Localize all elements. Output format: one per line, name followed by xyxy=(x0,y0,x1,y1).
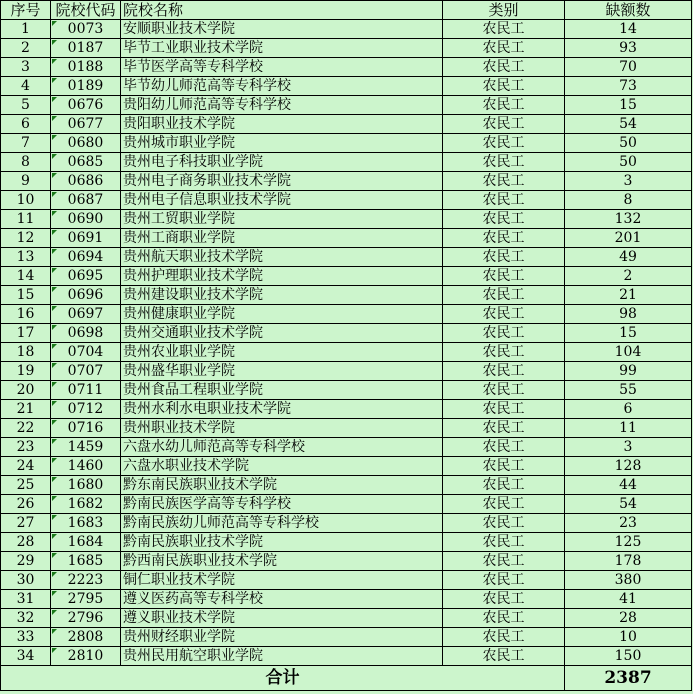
row-vacancies[interactable]: 11 xyxy=(565,419,692,438)
row-vacancies[interactable]: 8 xyxy=(565,191,692,210)
row-type[interactable]: 农民工 xyxy=(443,590,565,609)
row-vacancies[interactable]: 14 xyxy=(565,20,692,39)
row-index[interactable]: 17 xyxy=(1,324,51,343)
row-code[interactable]: 0704 xyxy=(51,343,121,362)
row-name[interactable]: 黔南民族职业技术学院 xyxy=(121,533,443,552)
row-name[interactable]: 贵州电子商务职业技术学院 xyxy=(121,172,443,191)
table-row xyxy=(1,362,692,381)
row-type[interactable]: 农民工 xyxy=(443,343,565,362)
row-vacancies[interactable]: 50 xyxy=(565,153,692,172)
row-code[interactable]: 0695 xyxy=(51,267,121,286)
row-code[interactable]: 1684 xyxy=(51,533,121,552)
row-vacancies[interactable]: 15 xyxy=(565,324,692,343)
header-name[interactable]: 院校名称 xyxy=(121,1,443,20)
table-row xyxy=(1,191,692,210)
row-index[interactable]: 20 xyxy=(1,381,51,400)
table-row xyxy=(1,533,692,552)
row-name[interactable]: 贵州护理职业技术学院 xyxy=(121,267,443,286)
row-type[interactable]: 农民工 xyxy=(443,153,565,172)
row-index[interactable]: 5 xyxy=(1,96,51,115)
row-type[interactable]: 农民工 xyxy=(443,609,565,628)
row-vacancies[interactable]: 125 xyxy=(565,533,692,552)
row-code[interactable]: 0677 xyxy=(51,115,121,134)
row-vacancies[interactable]: 73 xyxy=(565,77,692,96)
row-type[interactable]: 农民工 xyxy=(443,457,565,476)
row-type[interactable]: 农民工 xyxy=(443,210,565,229)
row-name[interactable]: 六盘水幼儿师范高等专科学校 xyxy=(121,438,443,457)
row-vacancies[interactable]: 201 xyxy=(565,229,692,248)
table-row xyxy=(1,96,692,115)
row-code[interactable]: 0676 xyxy=(51,96,121,115)
row-code[interactable]: 1685 xyxy=(51,552,121,571)
row-vacancies[interactable]: 70 xyxy=(565,58,692,77)
table-row xyxy=(1,381,692,400)
row-vacancies[interactable]: 44 xyxy=(565,476,692,495)
row-type[interactable]: 农民工 xyxy=(443,286,565,305)
table-row xyxy=(1,647,692,666)
row-index[interactable]: 29 xyxy=(1,552,51,571)
row-code[interactable]: 0712 xyxy=(51,400,121,419)
row-type[interactable]: 农民工 xyxy=(443,96,565,115)
row-vacancies[interactable]: 49 xyxy=(565,248,692,267)
row-name[interactable]: 贵州交通职业技术学院 xyxy=(121,324,443,343)
row-index[interactable]: 13 xyxy=(1,248,51,267)
row-type[interactable]: 农民工 xyxy=(443,552,565,571)
table-row xyxy=(1,172,692,191)
row-name[interactable]: 毕节医学高等专科学校 xyxy=(121,58,443,77)
row-code[interactable]: 0690 xyxy=(51,210,121,229)
table-row xyxy=(1,305,692,324)
row-index[interactable]: 1 xyxy=(1,20,51,39)
row-name[interactable]: 遵义职业技术学院 xyxy=(121,609,443,628)
row-type[interactable]: 农民工 xyxy=(443,115,565,134)
row-type[interactable]: 农民工 xyxy=(443,248,565,267)
row-type[interactable]: 农民工 xyxy=(443,647,565,666)
row-index[interactable]: 6 xyxy=(1,115,51,134)
row-index[interactable]: 28 xyxy=(1,533,51,552)
row-index[interactable]: 4 xyxy=(1,77,51,96)
row-index[interactable]: 23 xyxy=(1,438,51,457)
row-name[interactable]: 黔西南民族职业技术学院 xyxy=(121,552,443,571)
row-vacancies[interactable]: 6 xyxy=(565,400,692,419)
table-row xyxy=(1,324,692,343)
row-name[interactable]: 贵州航天职业技术学院 xyxy=(121,248,443,267)
row-vacancies[interactable]: 98 xyxy=(565,305,692,324)
row-vacancies[interactable]: 128 xyxy=(565,457,692,476)
table-row xyxy=(1,552,692,571)
row-vacancies[interactable]: 15 xyxy=(565,96,692,115)
row-type[interactable]: 农民工 xyxy=(443,58,565,77)
table-row xyxy=(1,514,692,533)
header-code[interactable]: 院校代码 xyxy=(51,1,121,20)
row-code[interactable]: 0696 xyxy=(51,286,121,305)
row-name[interactable]: 贵州盛华职业学院 xyxy=(121,362,443,381)
row-type[interactable]: 农民工 xyxy=(443,305,565,324)
row-index[interactable]: 16 xyxy=(1,305,51,324)
row-name[interactable]: 贵州电子科技职业学院 xyxy=(121,153,443,172)
row-index[interactable]: 9 xyxy=(1,172,51,191)
row-code[interactable]: 0685 xyxy=(51,153,121,172)
row-vacancies[interactable]: 99 xyxy=(565,362,692,381)
table-row xyxy=(1,39,692,58)
row-code[interactable]: 0687 xyxy=(51,191,121,210)
row-index[interactable]: 24 xyxy=(1,457,51,476)
row-name[interactable]: 黔南民族幼儿师范高等专科学校 xyxy=(121,514,443,533)
row-type[interactable]: 农民工 xyxy=(443,400,565,419)
header-type[interactable]: 类别 xyxy=(443,1,565,20)
row-index[interactable]: 34 xyxy=(1,647,51,666)
table-row xyxy=(1,476,692,495)
row-type[interactable]: 农民工 xyxy=(443,191,565,210)
table-row xyxy=(1,343,692,362)
row-name[interactable]: 黔南民族医学高等专科学校 xyxy=(121,495,443,514)
row-code[interactable]: 2810 xyxy=(51,647,121,666)
row-vacancies[interactable]: 93 xyxy=(565,39,692,58)
row-type[interactable]: 农民工 xyxy=(443,77,565,96)
row-name[interactable]: 贵州食品工程职业学院 xyxy=(121,381,443,400)
table-row xyxy=(1,457,692,476)
row-name[interactable]: 贵州电子信息职业技术学院 xyxy=(121,191,443,210)
row-type[interactable]: 农民工 xyxy=(443,324,565,343)
row-code[interactable]: 0707 xyxy=(51,362,121,381)
row-index[interactable]: 12 xyxy=(1,229,51,248)
row-vacancies[interactable]: 55 xyxy=(565,381,692,400)
row-vacancies[interactable]: 132 xyxy=(565,210,692,229)
table-row xyxy=(1,77,692,96)
row-index[interactable]: 15 xyxy=(1,286,51,305)
table-row xyxy=(1,229,692,248)
row-index[interactable]: 22 xyxy=(1,419,51,438)
table-row xyxy=(1,210,692,229)
row-name[interactable]: 遵义医药高等专科学校 xyxy=(121,590,443,609)
row-type[interactable]: 农民工 xyxy=(443,514,565,533)
row-index[interactable]: 11 xyxy=(1,210,51,229)
total-label[interactable]: 合计 xyxy=(1,666,565,691)
row-code[interactable]: 0680 xyxy=(51,134,121,153)
table-row xyxy=(1,20,692,39)
row-index[interactable]: 33 xyxy=(1,628,51,647)
row-vacancies[interactable]: 380 xyxy=(565,571,692,590)
row-code[interactable]: 0716 xyxy=(51,419,121,438)
row-code[interactable]: 1680 xyxy=(51,476,121,495)
row-code[interactable]: 0711 xyxy=(51,381,121,400)
table-row xyxy=(1,628,692,647)
row-index[interactable]: 21 xyxy=(1,400,51,419)
row-code[interactable]: 0697 xyxy=(51,305,121,324)
row-vacancies[interactable]: 50 xyxy=(565,134,692,153)
table-row xyxy=(1,438,692,457)
row-type[interactable]: 农民工 xyxy=(443,229,565,248)
row-name[interactable]: 贵州农业职业学院 xyxy=(121,343,443,362)
row-code[interactable]: 1459 xyxy=(51,438,121,457)
row-type[interactable]: 农民工 xyxy=(443,134,565,153)
row-vacancies[interactable]: 178 xyxy=(565,552,692,571)
row-name[interactable]: 毕节幼儿师范高等专科学校 xyxy=(121,77,443,96)
row-index[interactable]: 7 xyxy=(1,134,51,153)
row-type[interactable]: 农民工 xyxy=(443,628,565,647)
total-row xyxy=(1,666,692,691)
row-type[interactable]: 农民工 xyxy=(443,438,565,457)
row-vacancies[interactable]: 10 xyxy=(565,628,692,647)
row-code[interactable]: 0188 xyxy=(51,58,121,77)
row-vacancies[interactable]: 41 xyxy=(565,590,692,609)
row-code[interactable]: 0189 xyxy=(51,77,121,96)
row-vacancies[interactable]: 54 xyxy=(565,495,692,514)
row-index[interactable]: 25 xyxy=(1,476,51,495)
table-row xyxy=(1,248,692,267)
row-index[interactable]: 31 xyxy=(1,590,51,609)
row-index[interactable]: 14 xyxy=(1,267,51,286)
row-vacancies[interactable]: 104 xyxy=(565,343,692,362)
table-row xyxy=(1,419,692,438)
row-name[interactable]: 贵州职业技术学院 xyxy=(121,419,443,438)
row-name[interactable]: 贵州工商职业学院 xyxy=(121,229,443,248)
row-type[interactable]: 农民工 xyxy=(443,362,565,381)
table-row xyxy=(1,590,692,609)
row-vacancies[interactable]: 28 xyxy=(565,609,692,628)
row-type[interactable]: 农民工 xyxy=(443,533,565,552)
row-index[interactable]: 32 xyxy=(1,609,51,628)
row-type[interactable]: 农民工 xyxy=(443,419,565,438)
row-index[interactable]: 18 xyxy=(1,343,51,362)
table-row xyxy=(1,400,692,419)
row-name[interactable]: 贵州城市职业学院 xyxy=(121,134,443,153)
row-name[interactable]: 黔东南民族职业技术学院 xyxy=(121,476,443,495)
row-name[interactable]: 贵州财经职业学院 xyxy=(121,628,443,647)
row-name[interactable]: 贵州水利水电职业技术学院 xyxy=(121,400,443,419)
row-name[interactable]: 安顺职业技术学院 xyxy=(121,20,443,39)
row-index[interactable]: 27 xyxy=(1,514,51,533)
row-vacancies[interactable]: 2 xyxy=(565,267,692,286)
row-code[interactable]: 0187 xyxy=(51,39,121,58)
total-value[interactable]: 2387 xyxy=(565,666,692,691)
row-name[interactable]: 六盘水职业技术学院 xyxy=(121,457,443,476)
row-vacancies[interactable]: 21 xyxy=(565,286,692,305)
row-name[interactable]: 铜仁职业技术学院 xyxy=(121,571,443,590)
header-index[interactable]: 序号 xyxy=(1,1,51,20)
row-code[interactable]: 0698 xyxy=(51,324,121,343)
row-type[interactable]: 农民工 xyxy=(443,20,565,39)
row-name[interactable]: 贵州工贸职业学院 xyxy=(121,210,443,229)
header-row xyxy=(1,1,692,20)
row-vacancies[interactable]: 3 xyxy=(565,438,692,457)
row-vacancies[interactable]: 23 xyxy=(565,514,692,533)
row-code[interactable]: 0686 xyxy=(51,172,121,191)
row-index[interactable]: 2 xyxy=(1,39,51,58)
row-code[interactable]: 2223 xyxy=(51,571,121,590)
table-row xyxy=(1,286,692,305)
table-row xyxy=(1,153,692,172)
row-index[interactable]: 8 xyxy=(1,153,51,172)
row-type[interactable]: 农民工 xyxy=(443,571,565,590)
row-vacancies[interactable]: 3 xyxy=(565,172,692,191)
row-code[interactable]: 1683 xyxy=(51,514,121,533)
table-row xyxy=(1,267,692,286)
table-row xyxy=(1,134,692,153)
table-row xyxy=(1,571,692,590)
row-name[interactable]: 毕节工业职业技术学院 xyxy=(121,39,443,58)
row-vacancies[interactable]: 54 xyxy=(565,115,692,134)
row-index[interactable]: 30 xyxy=(1,571,51,590)
row-type[interactable]: 农民工 xyxy=(443,39,565,58)
row-code[interactable]: 1682 xyxy=(51,495,121,514)
row-index[interactable]: 26 xyxy=(1,495,51,514)
row-type[interactable]: 农民工 xyxy=(443,381,565,400)
row-type[interactable]: 农民工 xyxy=(443,267,565,286)
row-name[interactable]: 贵州民用航空职业学院 xyxy=(121,647,443,666)
row-code[interactable]: 0694 xyxy=(51,248,121,267)
row-name[interactable]: 贵州建设职业技术学院 xyxy=(121,286,443,305)
header-vacancies[interactable]: 缺额数 xyxy=(565,1,692,20)
row-name[interactable]: 贵阳职业技术学院 xyxy=(121,115,443,134)
row-code[interactable]: 2795 xyxy=(51,590,121,609)
table-row xyxy=(1,609,692,628)
row-type[interactable]: 农民工 xyxy=(443,495,565,514)
row-code[interactable]: 1460 xyxy=(51,457,121,476)
row-code[interactable]: 2796 xyxy=(51,609,121,628)
row-name[interactable]: 贵阳幼儿师范高等专科学校 xyxy=(121,96,443,115)
row-code[interactable]: 0073 xyxy=(51,20,121,39)
table-row xyxy=(1,495,692,514)
table-row xyxy=(1,58,692,77)
row-code[interactable]: 2808 xyxy=(51,628,121,647)
row-type[interactable]: 农民工 xyxy=(443,476,565,495)
row-type[interactable]: 农民工 xyxy=(443,172,565,191)
row-code[interactable]: 0691 xyxy=(51,229,121,248)
row-index[interactable]: 10 xyxy=(1,191,51,210)
row-name[interactable]: 贵州健康职业学院 xyxy=(121,305,443,324)
row-index[interactable]: 3 xyxy=(1,58,51,77)
row-index[interactable]: 19 xyxy=(1,362,51,381)
row-vacancies[interactable]: 150 xyxy=(565,647,692,666)
table-row xyxy=(1,115,692,134)
